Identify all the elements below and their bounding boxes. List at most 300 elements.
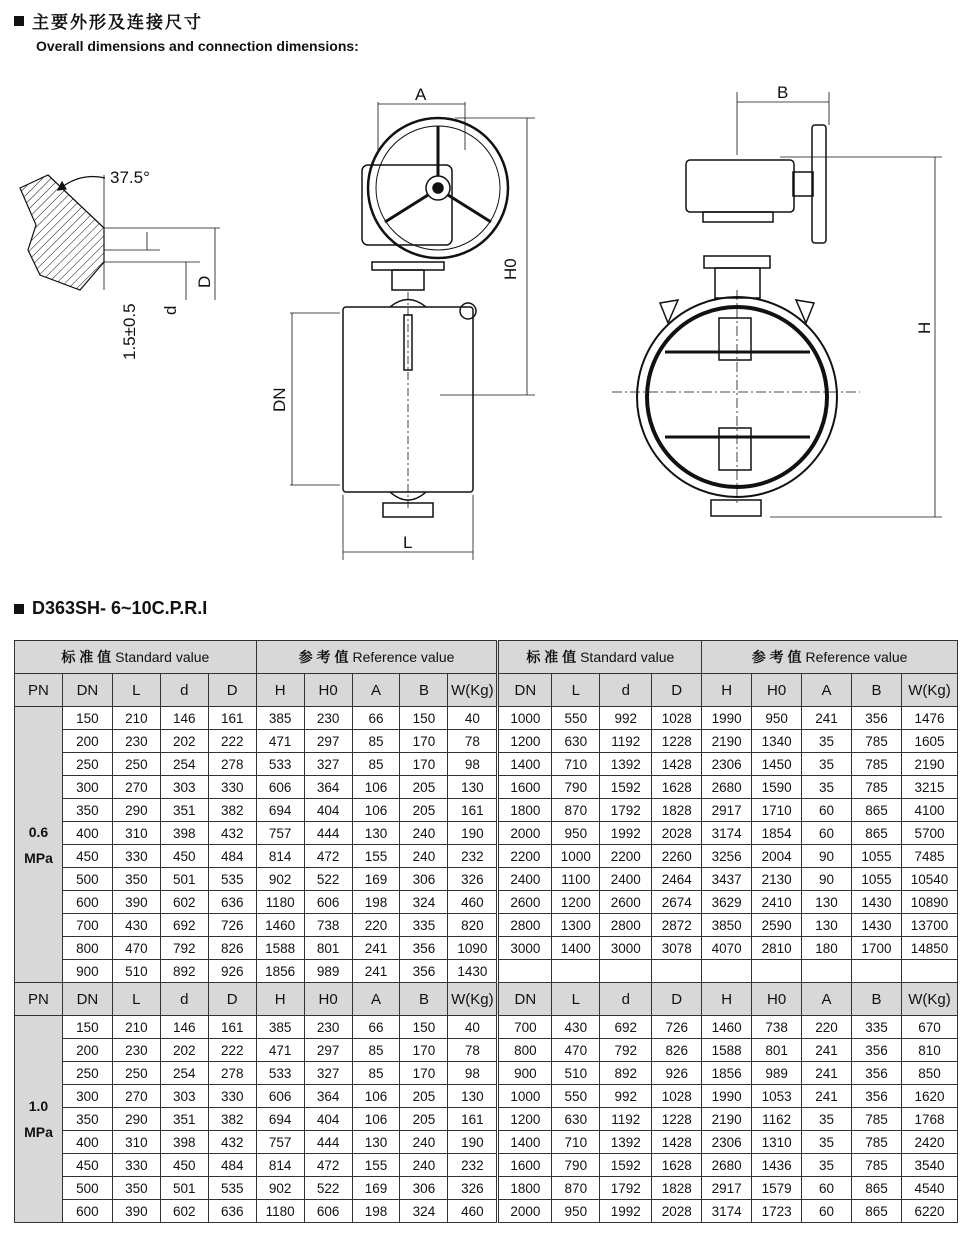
- table-cell: 232: [448, 845, 498, 868]
- table-cell: 726: [652, 1016, 702, 1039]
- table-row: [15, 914, 958, 937]
- column-header: PN: [15, 674, 63, 707]
- group-header-cn: 参 考 值: [298, 649, 349, 665]
- table-cell: 106: [352, 776, 400, 799]
- table-cell: 484: [208, 845, 256, 868]
- table-cell: 2400: [600, 868, 652, 891]
- table-cell: 800: [62, 937, 112, 960]
- table-cell: 430: [552, 1016, 600, 1039]
- valve-technical-drawing: [0, 60, 970, 580]
- group-header-cn: 参 考 值: [751, 649, 802, 665]
- table-cell: 471: [256, 730, 304, 753]
- table-cell: 602: [160, 891, 208, 914]
- table-cell: 700: [62, 914, 112, 937]
- table-cell: 522: [304, 1177, 352, 1200]
- table-cell: 1430: [851, 914, 901, 937]
- table-cell: 2190: [702, 730, 752, 753]
- table-cell: 382: [208, 1108, 256, 1131]
- table-cell: 2190: [901, 753, 957, 776]
- table-cell: 290: [112, 799, 160, 822]
- table-cell: 78: [448, 1039, 498, 1062]
- table-cell: 250: [62, 1062, 112, 1085]
- table-cell: 2400: [498, 868, 552, 891]
- table-cell: 1579: [752, 1177, 802, 1200]
- table-cell: 1200: [498, 1108, 552, 1131]
- table-cell: 2680: [702, 1154, 752, 1177]
- table-cell: 1600: [498, 1154, 552, 1177]
- table-cell: 630: [552, 1108, 600, 1131]
- column-header: L: [552, 983, 600, 1016]
- column-header: D: [208, 674, 256, 707]
- table-row: [15, 1108, 958, 1131]
- table-cell: 60: [802, 799, 852, 822]
- table-cell: 404: [304, 799, 352, 822]
- table-cell: 1055: [851, 845, 901, 868]
- table-cell: 533: [256, 1062, 304, 1085]
- table-cell: 2872: [652, 914, 702, 937]
- table-cell: 390: [112, 1200, 160, 1223]
- table-cell: 2028: [652, 1200, 702, 1223]
- table-cell: 210: [112, 707, 160, 730]
- table-cell: 200: [62, 1039, 112, 1062]
- table-cell: 161: [208, 707, 256, 730]
- table-cell: 150: [400, 1016, 448, 1039]
- table-cell: 432: [208, 1131, 256, 1154]
- table-cell: 3215: [901, 776, 957, 799]
- column-header: D: [208, 983, 256, 1016]
- table-cell: 3078: [652, 937, 702, 960]
- table-cell: 2306: [702, 1131, 752, 1154]
- table-cell: 198: [352, 1200, 400, 1223]
- table-cell: 150: [400, 707, 448, 730]
- table-cell: 190: [448, 822, 498, 845]
- table-cell: 130: [448, 1085, 498, 1108]
- table-cell: 330: [112, 845, 160, 868]
- table-cell: 222: [208, 730, 256, 753]
- table-cell: 1990: [702, 707, 752, 730]
- table-cell: 324: [400, 1200, 448, 1223]
- reference-value-header: [702, 641, 958, 674]
- table-cell: 85: [352, 1039, 400, 1062]
- table-cell: 382: [208, 799, 256, 822]
- table-cell: 1392: [600, 1131, 652, 1154]
- bevel-d-label: d: [161, 305, 180, 315]
- table-cell: 1768: [901, 1108, 957, 1131]
- column-header: A: [802, 983, 852, 1016]
- model-title-text: D363SH- 6~10C.P.R.I: [32, 598, 208, 618]
- table-cell: 290: [112, 1108, 160, 1131]
- pressure-class-cell: [15, 1016, 63, 1223]
- table-cell: 351: [160, 799, 208, 822]
- table-cell: 13700: [901, 914, 957, 937]
- table-cell: 2590: [752, 914, 802, 937]
- table-cell: 790: [552, 1154, 600, 1177]
- table-cell: 1792: [600, 799, 652, 822]
- table-cell: 1053: [752, 1085, 802, 1108]
- table-cell: 1400: [498, 1131, 552, 1154]
- table-cell: 989: [752, 1062, 802, 1085]
- dim-H-label: H: [915, 321, 934, 334]
- table-cell: 1700: [851, 937, 901, 960]
- column-header: W(Kg): [448, 983, 498, 1016]
- table-cell: 865: [851, 799, 901, 822]
- table-cell: 892: [160, 960, 208, 983]
- table-row: [15, 822, 958, 845]
- table-cell: 2680: [702, 776, 752, 799]
- column-header-row: [15, 983, 958, 1016]
- table-cell: 6220: [901, 1200, 957, 1223]
- dimension-table: [14, 640, 958, 1223]
- table-cell: 230: [304, 707, 352, 730]
- table-row: [15, 937, 958, 960]
- table-cell: 40: [448, 707, 498, 730]
- table-row: [15, 1085, 958, 1108]
- group-header-row: [15, 641, 958, 674]
- table-cell: 356: [400, 937, 448, 960]
- table-cell: 600: [62, 891, 112, 914]
- table-cell: 2000: [498, 822, 552, 845]
- column-header: H: [702, 674, 752, 707]
- dim-L-label: L: [403, 533, 413, 552]
- table-cell: 170: [400, 1062, 448, 1085]
- table-cell: 826: [208, 937, 256, 960]
- table-cell: 2028: [652, 822, 702, 845]
- table-cell: 606: [256, 776, 304, 799]
- square-bullet-icon: [14, 604, 24, 614]
- table-cell: 1460: [256, 914, 304, 937]
- table-cell: 241: [802, 707, 852, 730]
- table-cell: 330: [208, 776, 256, 799]
- table-cell: 254: [160, 1062, 208, 1085]
- dim-B-label: B: [777, 83, 789, 102]
- table-cell: 202: [160, 730, 208, 753]
- table-cell: 450: [62, 1154, 112, 1177]
- table-cell: 150: [62, 1016, 112, 1039]
- column-header: H0: [752, 674, 802, 707]
- table-cell: 1588: [702, 1039, 752, 1062]
- table-cell: 1628: [652, 776, 702, 799]
- table-cell: 1828: [652, 799, 702, 822]
- table-cell: [851, 960, 901, 983]
- table-row: [15, 1039, 958, 1062]
- table-cell: 198: [352, 891, 400, 914]
- bevel-angle-label: 37.5°: [110, 168, 150, 187]
- column-header: d: [160, 983, 208, 1016]
- table-cell: 1028: [652, 1085, 702, 1108]
- pressure-class-text: MPa: [24, 1124, 53, 1140]
- table-cell: 1436: [752, 1154, 802, 1177]
- table-cell: 250: [112, 1062, 160, 1085]
- table-cell: 710: [552, 1131, 600, 1154]
- table-cell: 240: [400, 1154, 448, 1177]
- table-cell: 278: [208, 753, 256, 776]
- table-cell: 785: [851, 1131, 901, 1154]
- table-cell: 2810: [752, 937, 802, 960]
- table-cell: 1854: [752, 822, 802, 845]
- table-cell: 10540: [901, 868, 957, 891]
- table-cell: 2130: [752, 868, 802, 891]
- table-cell: 814: [256, 1154, 304, 1177]
- table-cell: 1592: [600, 1154, 652, 1177]
- table-cell: 1228: [652, 730, 702, 753]
- table-cell: 785: [851, 753, 901, 776]
- table-cell: 870: [552, 1177, 600, 1200]
- table-cell: 356: [851, 707, 901, 730]
- table-cell: 400: [62, 1131, 112, 1154]
- table-cell: 130: [802, 914, 852, 937]
- table-cell: 241: [802, 1085, 852, 1108]
- table-cell: 510: [112, 960, 160, 983]
- table-cell: 35: [802, 1108, 852, 1131]
- table-cell: 1800: [498, 799, 552, 822]
- bevel-tolerance-label: 1.5±0.5: [120, 303, 139, 360]
- table-cell: 202: [160, 1039, 208, 1062]
- table-row: [15, 1177, 958, 1200]
- table-cell: 3256: [702, 845, 752, 868]
- column-header: d: [600, 983, 652, 1016]
- table-cell: 2420: [901, 1131, 957, 1154]
- table-cell: 130: [352, 822, 400, 845]
- table-cell: 801: [304, 937, 352, 960]
- table-cell: 205: [400, 799, 448, 822]
- table-cell: 356: [400, 960, 448, 983]
- table-cell: 1192: [600, 730, 652, 753]
- column-header: B: [851, 674, 901, 707]
- weld-bevel-detail: [20, 175, 220, 300]
- table-cell: 926: [208, 960, 256, 983]
- table-cell: 2260: [652, 845, 702, 868]
- table-cell: 400: [62, 822, 112, 845]
- table-cell: 460: [448, 1200, 498, 1223]
- table-row: [15, 1016, 958, 1039]
- group-header-cn: 标 准 值: [61, 649, 112, 665]
- table-cell: 2600: [498, 891, 552, 914]
- table-cell: 205: [400, 1085, 448, 1108]
- table-cell: 865: [851, 1177, 901, 1200]
- table-cell: 535: [208, 1177, 256, 1200]
- dim-DN-label: DN: [270, 387, 289, 412]
- table-cell: 1228: [652, 1108, 702, 1131]
- table-cell: 1600: [498, 776, 552, 799]
- table-cell: 602: [160, 1200, 208, 1223]
- table-cell: 5700: [901, 822, 957, 845]
- table-cell: 1090: [448, 937, 498, 960]
- table-cell: 1180: [256, 891, 304, 914]
- column-header: A: [352, 674, 400, 707]
- table-cell: 356: [851, 1062, 901, 1085]
- table-cell: 950: [752, 707, 802, 730]
- table-cell: 220: [802, 1016, 852, 1039]
- table-cell: 3174: [702, 822, 752, 845]
- table-cell: 150: [62, 707, 112, 730]
- table-cell: 1340: [752, 730, 802, 753]
- column-header: H0: [304, 983, 352, 1016]
- table-cell: 1628: [652, 1154, 702, 1177]
- column-header: D: [652, 983, 702, 1016]
- table-cell: 350: [112, 868, 160, 891]
- table-cell: 989: [304, 960, 352, 983]
- table-cell: 222: [208, 1039, 256, 1062]
- table-cell: 398: [160, 1131, 208, 1154]
- table-cell: 1620: [901, 1085, 957, 1108]
- table-cell: 1000: [498, 1085, 552, 1108]
- table-cell: 738: [752, 1016, 802, 1039]
- table-cell: 40: [448, 1016, 498, 1039]
- table-cell: 330: [112, 1154, 160, 1177]
- table-cell: 2200: [498, 845, 552, 868]
- table-cell: 1476: [901, 707, 957, 730]
- group-header-en: Standard value: [115, 649, 210, 665]
- column-header: H: [256, 983, 304, 1016]
- table-cell: 670: [901, 1016, 957, 1039]
- table-cell: 785: [851, 1154, 901, 1177]
- table-cell: 2464: [652, 868, 702, 891]
- table-cell: 926: [652, 1062, 702, 1085]
- table-cell: 1400: [552, 937, 600, 960]
- table-row: [15, 799, 958, 822]
- table-cell: 726: [208, 914, 256, 937]
- column-header: B: [851, 983, 901, 1016]
- column-header: W(Kg): [901, 674, 957, 707]
- table-cell: 606: [304, 891, 352, 914]
- table-cell: 1800: [498, 1177, 552, 1200]
- table-cell: 60: [802, 1200, 852, 1223]
- pressure-class-text: 0.6: [28, 823, 49, 840]
- table-cell: 169: [352, 1177, 400, 1200]
- table-cell: 98: [448, 753, 498, 776]
- table-cell: 170: [400, 753, 448, 776]
- table-cell: 155: [352, 1154, 400, 1177]
- table-cell: 785: [851, 730, 901, 753]
- table-cell: 1792: [600, 1177, 652, 1200]
- table-cell: 60: [802, 822, 852, 845]
- table-cell: 1723: [752, 1200, 802, 1223]
- table-cell: 1856: [702, 1062, 752, 1085]
- table-cell: 902: [256, 868, 304, 891]
- table-cell: 636: [208, 1200, 256, 1223]
- column-header: L: [112, 674, 160, 707]
- table-cell: 270: [112, 1085, 160, 1108]
- table-cell: 1990: [702, 1085, 752, 1108]
- table-row: [15, 1154, 958, 1177]
- column-header: d: [600, 674, 652, 707]
- column-header: A: [802, 674, 852, 707]
- table-cell: 500: [62, 1177, 112, 1200]
- table-cell: 330: [208, 1085, 256, 1108]
- table-cell: 501: [160, 1177, 208, 1200]
- table-cell: 350: [112, 1177, 160, 1200]
- table-cell: 820: [448, 914, 498, 937]
- group-header-cn: 标 准 值: [526, 649, 577, 665]
- table-cell: 240: [400, 822, 448, 845]
- table-cell: [901, 960, 957, 983]
- column-header: DN: [498, 674, 552, 707]
- table-cell: 1100: [552, 868, 600, 891]
- table-cell: 550: [552, 707, 600, 730]
- table-cell: 3850: [702, 914, 752, 937]
- table-cell: 2306: [702, 753, 752, 776]
- table-cell: 1856: [256, 960, 304, 983]
- table-cell: 306: [400, 1177, 448, 1200]
- table-cell: 1428: [652, 1131, 702, 1154]
- table-cell: 398: [160, 822, 208, 845]
- table-cell: 297: [304, 1039, 352, 1062]
- table-cell: [498, 960, 552, 983]
- table-cell: 902: [256, 1177, 304, 1200]
- table-cell: [600, 960, 652, 983]
- table-cell: 694: [256, 799, 304, 822]
- table-cell: 254: [160, 753, 208, 776]
- table-cell: 870: [552, 799, 600, 822]
- table-cell: 1828: [652, 1177, 702, 1200]
- table-cell: 522: [304, 868, 352, 891]
- section-subtitle: Overall dimensions and connection dimensions:: [36, 38, 359, 54]
- table-cell: 35: [802, 1131, 852, 1154]
- table-cell: 1992: [600, 1200, 652, 1223]
- table-cell: 500: [62, 868, 112, 891]
- square-bullet-icon: [14, 16, 24, 26]
- table-cell: 1428: [652, 753, 702, 776]
- table-cell: 241: [802, 1062, 852, 1085]
- table-cell: 190: [448, 1131, 498, 1154]
- table-cell: 692: [160, 914, 208, 937]
- table-cell: 303: [160, 1085, 208, 1108]
- table-cell: 2410: [752, 891, 802, 914]
- table-cell: 533: [256, 753, 304, 776]
- table-cell: 471: [256, 1039, 304, 1062]
- table-cell: 600: [62, 1200, 112, 1223]
- column-header: B: [400, 674, 448, 707]
- table-cell: 2800: [498, 914, 552, 937]
- table-cell: 1200: [498, 730, 552, 753]
- table-cell: 1392: [600, 753, 652, 776]
- table-cell: 550: [552, 1085, 600, 1108]
- table-cell: 85: [352, 1062, 400, 1085]
- table-cell: 1162: [752, 1108, 802, 1131]
- table-cell: 950: [552, 822, 600, 845]
- table-cell: 1055: [851, 868, 901, 891]
- table-cell: 3437: [702, 868, 752, 891]
- table-cell: 470: [112, 937, 160, 960]
- table-cell: 241: [352, 960, 400, 983]
- table-cell: 230: [112, 730, 160, 753]
- table-cell: 106: [352, 799, 400, 822]
- table-cell: 432: [208, 822, 256, 845]
- table-cell: 636: [208, 891, 256, 914]
- table-cell: 230: [112, 1039, 160, 1062]
- table-cell: 850: [901, 1062, 957, 1085]
- table-cell: 814: [256, 845, 304, 868]
- table-cell: 390: [112, 891, 160, 914]
- table-cell: 801: [752, 1039, 802, 1062]
- valve-front-view: [290, 102, 535, 560]
- table-cell: 350: [62, 799, 112, 822]
- table-cell: 297: [304, 730, 352, 753]
- table-cell: 992: [600, 707, 652, 730]
- table-cell: 210: [112, 1016, 160, 1039]
- table-cell: 106: [352, 1108, 400, 1131]
- table-cell: 335: [851, 1016, 901, 1039]
- table-cell: 1588: [256, 937, 304, 960]
- table-cell: 240: [400, 1131, 448, 1154]
- column-header: D: [652, 674, 702, 707]
- table-cell: 710: [552, 753, 600, 776]
- table-cell: 326: [448, 868, 498, 891]
- table-cell: 700: [498, 1016, 552, 1039]
- column-header: L: [552, 674, 600, 707]
- table-cell: 2000: [498, 1200, 552, 1223]
- table-cell: 484: [208, 1154, 256, 1177]
